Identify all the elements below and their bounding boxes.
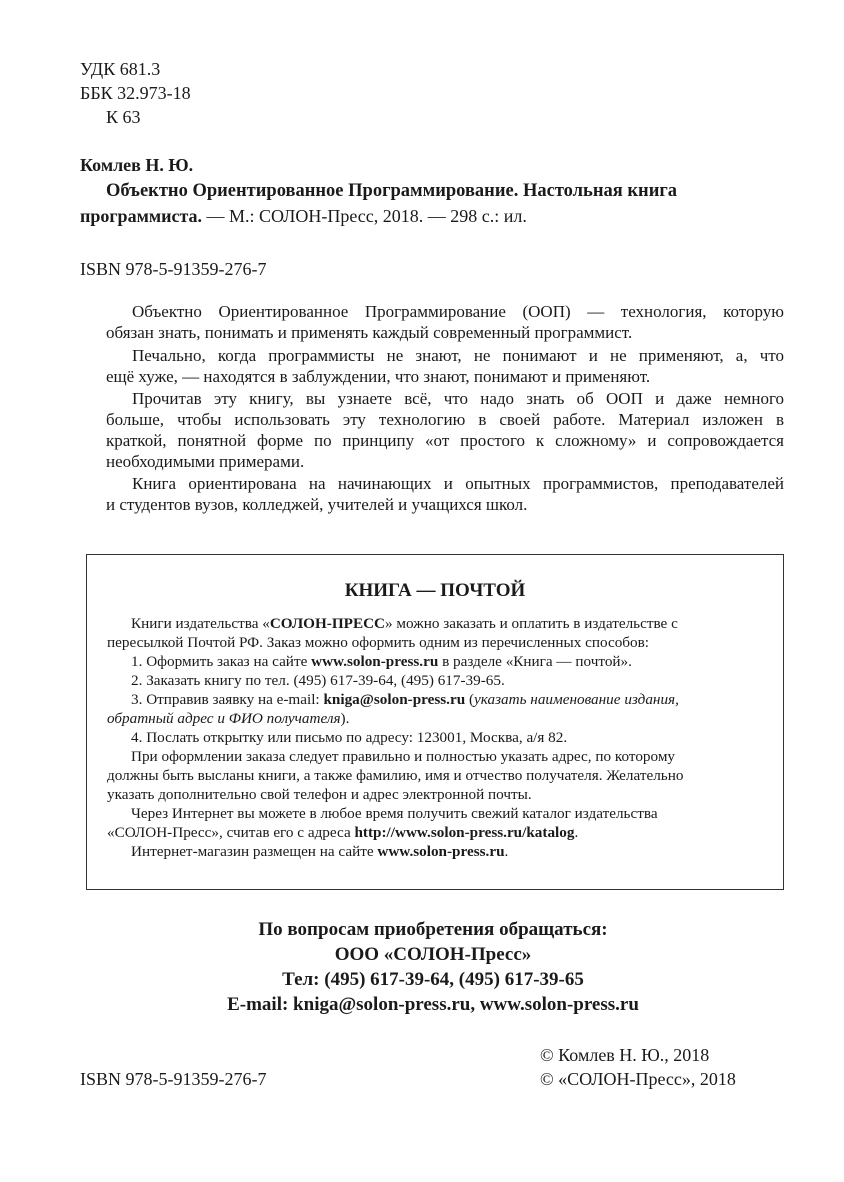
online-shop-line [131, 842, 508, 861]
method-3-instructions: указать наименование издания, [474, 691, 679, 708]
book-title-end: программиста. [80, 206, 203, 226]
order-method-3 [131, 690, 679, 709]
catalog-period: . [574, 824, 579, 841]
abstract-p3-line2: больше, чтобы использовать эту технологию в своей работе. Материал изложен в [106, 410, 784, 429]
copyright-author: © Комлев Н. Ю., 2018 [540, 1045, 710, 1065]
abstract-p2-line2: ещё хуже, — находятся в заблуждении, что знают, понимают и применяют. [106, 367, 651, 386]
udk-code: УДК 681.3 [80, 59, 161, 79]
shop-text: Интернет-магазин размещен на сайте [131, 843, 378, 860]
shop-link[interactable]: www.solon-press.ru [377, 843, 505, 860]
bbk-code: ББК 32.973-18 [80, 83, 191, 103]
method-1-section: в разделе «Книга — почтой». [438, 653, 632, 670]
catalog-link[interactable]: http://www.solon-press.ru/katalog [354, 824, 575, 841]
publisher-name: СОЛОН-ПРЕСС [269, 615, 386, 632]
order-note-line3: указать дополнительно свой телефон и адрес электронной почты. [107, 786, 532, 803]
contacts-heading: По вопросам приобретения обращаться: [258, 919, 608, 940]
website-link[interactable]: www.solon-press.ru [311, 653, 439, 670]
abstract-p4-line1: Книга ориентирована на начинающих и опытных программистов, преподавателей [132, 474, 784, 493]
order-method-3-cont [107, 709, 349, 728]
order-note-line1: При оформлении заказа следует правильно и полностью указать адрес, по которому [131, 748, 676, 765]
paren-close: ). [340, 710, 350, 727]
contacts-phone: Тел: (495) 617-39-64, (495) 617-39-65 [282, 969, 584, 990]
abstract-p3-line4: необходимыми примерами. [106, 452, 305, 471]
contacts-company: ООО «СОЛОН-Пресс» [334, 944, 532, 965]
book-title-line1: Объектно Ориентированное Программирование. Настольная книга [106, 181, 677, 201]
intro-text-a: Книги издательства « [131, 615, 270, 632]
order-note-line2: должны быть высланы книги, а также фамилию, имя и отчество получателя. Желательно [107, 767, 684, 784]
mail-order-intro-line1 [131, 614, 678, 633]
contacts-email: E-mail: kniga@solon-press.ru, www.solon-press.ru [227, 994, 639, 1015]
author-mark: К 63 [106, 107, 141, 127]
intro-text-c: » можно заказать и оплатить в издательстве с [385, 615, 678, 632]
mail-order-intro-line2: пересылкой Почтой РФ. Заказ можно оформить одним из перечисленных способов: [107, 634, 649, 651]
method-1-text: 1. Оформить заказ на сайте [131, 653, 312, 670]
catalog-text: «СОЛОН-Пресс», считав его с адреса [107, 824, 355, 841]
publication-info: — М.: СОЛОН-Пресс, 2018. — 298 с.: ил. [202, 206, 527, 226]
order-method-4: 4. Послать открытку или письмо по адресу: 123001, Москва, а/я 82. [131, 729, 568, 746]
abstract-p1-line1: Объектно Ориентированное Программирование (ООП) — технология, которую [132, 302, 784, 321]
copyright-publisher: © «СОЛОН-Пресс», 2018 [540, 1069, 736, 1089]
order-method-2: 2. Заказать книгу по тел. (495) 617-39-64, (495) 617-39-65. [131, 672, 505, 689]
order-method-1 [131, 652, 632, 671]
book-title-line2 [80, 205, 527, 227]
abstract-p3-line1: Прочитав эту книгу, вы узнаете всё, что надо знать об ООП и даже немного [132, 389, 784, 408]
method-3-text: 3. Отправив заявку на e-mail: [131, 691, 324, 708]
abstract-p4-line2: и студентов вузов, колледжей, учителей и учащихся школ. [106, 495, 528, 514]
order-email-link[interactable]: kniga@solon-press.ru [323, 691, 466, 708]
mail-order-box [86, 554, 784, 890]
paren-open: ( [465, 691, 475, 708]
abstract-p2-line1: Печально, когда программисты не знают, не понимают и не применяют, а, что [132, 346, 784, 365]
catalog-line2 [107, 823, 578, 842]
abstract-p3-line3: краткой, понятной форме по принципу «от простого к сложному» и сопровождается [106, 431, 784, 450]
method-3-instructions-cont: обратный адрес и ФИО получателя [107, 710, 341, 727]
author-name: Комлев Н. Ю. [80, 155, 194, 175]
isbn-bottom: ISBN 978-5-91359-276-7 [80, 1069, 267, 1089]
isbn-top: ISBN 978-5-91359-276-7 [80, 259, 267, 279]
mail-order-heading: КНИГА — ПОЧТОЙ [344, 580, 526, 601]
abstract-p1-line2: обязан знать, понимать и применять каждый современный программист. [106, 323, 633, 342]
shop-period: . [504, 843, 509, 860]
catalog-line1: Через Интернет вы можете в любое время получить свежий каталог издательства [131, 805, 658, 822]
